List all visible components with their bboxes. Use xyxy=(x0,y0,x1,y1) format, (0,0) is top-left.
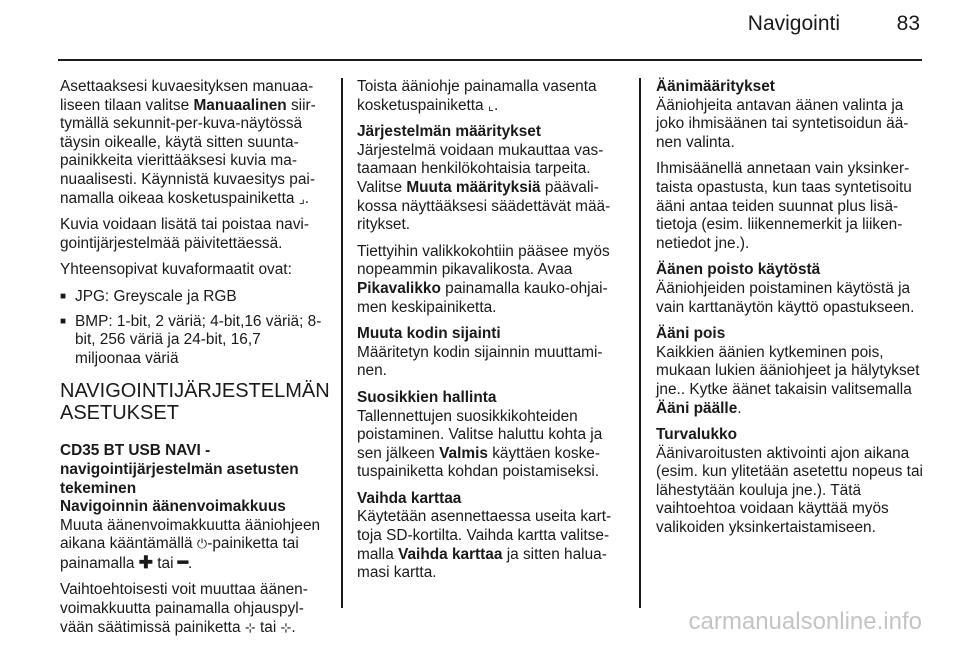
paragraph: Määritetyn kodin sijainnin muuttaminen. xyxy=(357,343,603,380)
text: Toista ääniohje painamalla vasenta kosketuspainiketta xyxy=(357,78,597,114)
menu-term: Pikavalikko xyxy=(357,279,441,297)
text: Tallennettujen suosikkikohteiden poistaminen. Valitse haluttu kohta ja sen jälkeen xyxy=(357,407,603,462)
paragraph: Ihmisäänellä annetaan vain yksinkertaista opastusta, kun taas syntetisoitu ääni antaa teiden suunnat plus lisätietoja (esim. liikennemerkit ja liikennetiedot jne.). xyxy=(656,160,912,252)
subsection-heading: Navigoinnin äänenvoimakkuus xyxy=(60,498,286,516)
page-number: 83 xyxy=(896,12,920,35)
menu-term: Manuaalinen xyxy=(193,96,287,114)
column-3 xyxy=(656,78,926,546)
column-1 xyxy=(60,78,330,645)
text: painamalla kauko-ohjaimen keskipainiketta. xyxy=(357,279,608,316)
touch-left-icon: ⌞ xyxy=(487,97,494,113)
text: tai xyxy=(255,618,281,636)
subsection-heading: Turvalukko xyxy=(656,426,737,444)
paragraph: Äänivaroitusten aktivointi ajon aikana (esim. kun ylitetään asetettu nopeus tai lähestytään kouluja jne.). Tätä vaihtoehtoa voidaan käyttää myös valikoiden yksinkertaistamiseen. xyxy=(656,444,923,537)
subsection-heading: Suosikkien hallinta xyxy=(357,388,497,406)
list-item: ■ BMP: 1-bit, 2 väriä; 4-bit,16 väriä; 8-bit, 256 väriä ja 24-bit, 16,7 miljoonaa väriä xyxy=(60,313,326,369)
text: Muuta äänenvoimakkuutta ääniohjeen aikana kääntämällä xyxy=(60,516,321,553)
volume-down-icon: ⊹ xyxy=(280,619,292,635)
touch-right-icon: ⌟ xyxy=(298,190,305,206)
menu-term: Muuta määrityksiä xyxy=(406,178,541,196)
column-divider xyxy=(341,78,343,608)
column-divider xyxy=(639,78,641,608)
paragraph xyxy=(60,581,326,637)
paragraph: Yhteensopivat kuvaformaatit ovat: xyxy=(60,261,292,279)
menu-term: Ääni päälle xyxy=(656,399,738,417)
text: Kaikkien äänien kytkeminen pois, mukaan lukien ääniohjeet ja hälytykset jne.. Kytke äänet takaisin valitsemalla xyxy=(656,343,920,398)
paragraph xyxy=(357,408,625,482)
page-title: Navigointi xyxy=(747,12,840,35)
watermark: carmanualsonline.info xyxy=(688,608,922,635)
subsection-heading: CD35 BT USB NAVI - navigointijärjestelmän asetusten tekeminen xyxy=(60,442,299,497)
text: tai xyxy=(152,554,178,572)
menu-term: Valmis xyxy=(439,444,488,462)
text: Järjestelmä voidaan mukauttaa vastaamaan henkilökohtaisia tarpeita. Valitse xyxy=(357,141,604,196)
text: . xyxy=(291,618,296,636)
paragraph: Kuvia voidaan lisätä tai poistaa navigointijärjestelmää päivitettäessä. xyxy=(60,216,309,252)
paragraph xyxy=(357,142,625,235)
paragraph xyxy=(60,78,326,208)
subsection-heading: Vaihda karttaa xyxy=(357,489,462,507)
column-2 xyxy=(357,78,625,591)
subsection-heading: Muuta kodin sijainti xyxy=(357,325,501,343)
menu-term: Vaihda karttaa xyxy=(398,545,503,563)
subsection-heading: Ääni pois xyxy=(656,325,726,343)
text: . xyxy=(304,189,310,207)
text: Vaihtoehtoisesti voit muuttaa äänenvoimakkuutta painamalla ohjauspylvään säätimissä painiketta xyxy=(60,581,308,636)
section-heading: NAVIGOINTIJÄRJESTELMÄN ASETUKSET xyxy=(60,380,330,425)
header-divider xyxy=(58,59,922,61)
text: -painiketta tai painamalla xyxy=(60,535,299,572)
text: käyttäen kosketuspainiketta kohdan poistamiseksi. xyxy=(357,444,601,481)
text: . xyxy=(494,96,499,114)
text: Tiettyihin valikkokohtiin pääsee myös nopeammin pikavalikosta. Avaa xyxy=(357,242,610,279)
volume-up-icon: ⊹ xyxy=(244,619,256,635)
text: siirtymällä sekunnit-per-kuva-näytössä täysin oikealle, käytä sitten suuntapainikkeita vierittääksesi kuvia manuaalisesti. Käynnistä kuvaesitys painamalla oikeaa kosketuspainiketta xyxy=(60,96,316,207)
paragraph: Ääniohjeiden poistaminen käytöstä ja vain karttanäytön käyttö opastukseen. xyxy=(656,279,915,316)
text: Käytetään asennettaessa useita karttoja SD-kortilta. Vaihda kartta valitsemalla xyxy=(357,508,612,563)
paragraph: Ääniohjeita antavan äänen valinta ja joko ihmisäänen tai syntetisoidun äänen valinta. xyxy=(656,96,909,151)
minus-icon: ━ xyxy=(177,552,189,572)
paragraph xyxy=(357,243,625,317)
subsection-heading: Äänen poisto käytöstä xyxy=(656,261,821,279)
subsection-heading: Äänimääritykset xyxy=(656,78,775,95)
plus-icon: ✚ xyxy=(138,552,153,572)
text: . xyxy=(188,554,193,572)
paragraph xyxy=(60,517,326,574)
text: ja sitten haluamasi kartta. xyxy=(357,545,607,582)
paragraph xyxy=(656,344,926,418)
text: Asettaaksesi kuvaesityksen manuaaliseen tilaan valitse xyxy=(60,78,314,114)
text: . xyxy=(737,399,742,417)
list-item: ■ JPG: Greyscale ja RGB xyxy=(60,288,326,307)
text: päävalikossa näyttääksesi säädettävät määritykset. xyxy=(357,178,611,234)
format-list xyxy=(60,288,326,368)
paragraph xyxy=(357,78,625,115)
paragraph xyxy=(357,508,625,582)
subsection-heading: Järjestelmän määritykset xyxy=(357,123,541,141)
rotary-knob-icon: ⏻ xyxy=(196,536,208,552)
